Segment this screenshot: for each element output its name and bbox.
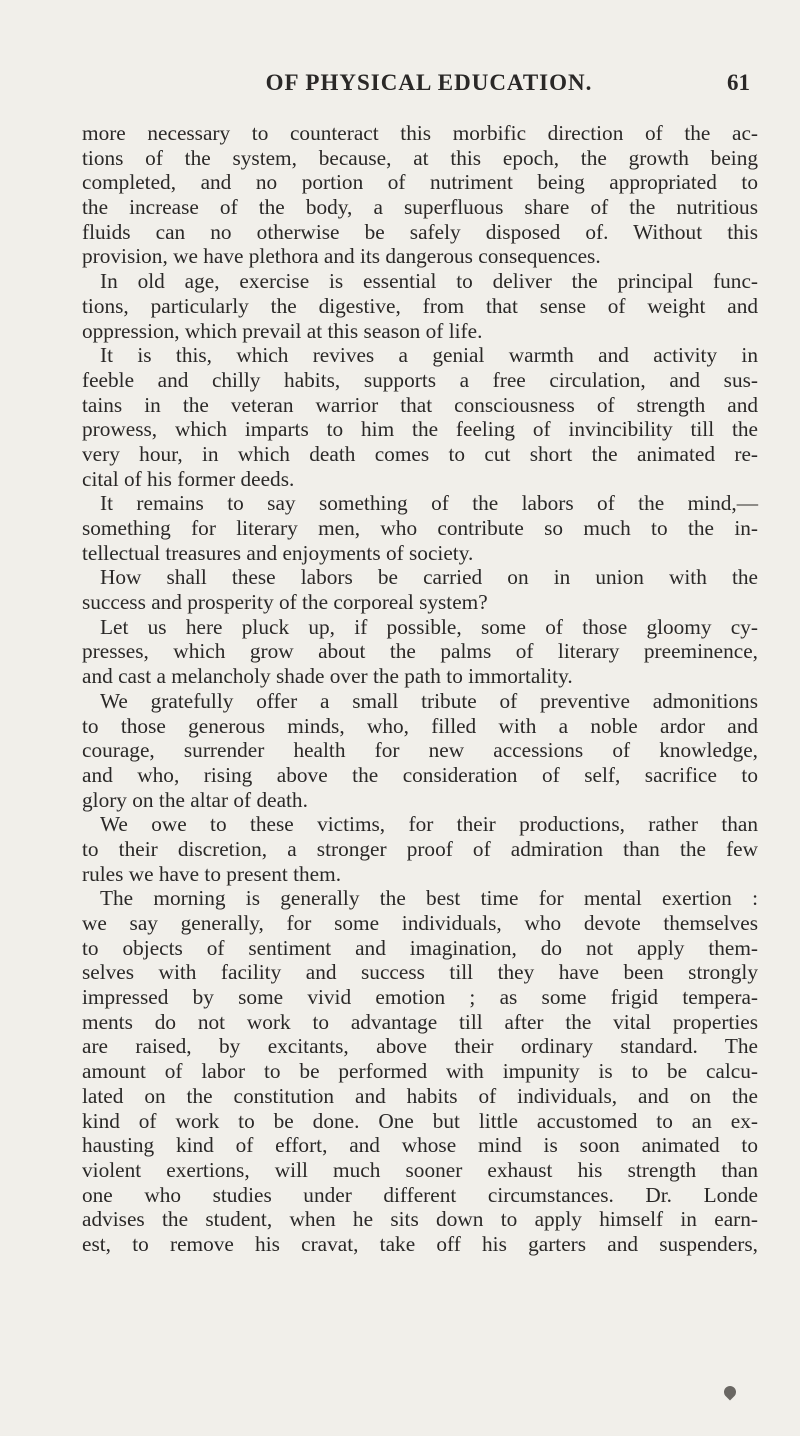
text-line: tions, particularly the digestive, from that sense of weight and — [82, 293, 758, 318]
text-line: feeble and chilly habits, supports a free circulation, and sus- — [82, 367, 758, 392]
text-line: We owe to these victims, for their productions, rather than — [100, 812, 758, 837]
text-line: rules we have to present them. — [82, 861, 342, 886]
text-line: lated on the constitution and habits of individuals, and on the — [82, 1083, 758, 1108]
text-line: hausting kind of effort, and whose mind is soon animated to — [82, 1133, 758, 1158]
text-line: completed, and no portion of nutriment being appropriated to — [82, 170, 758, 195]
text-line: kind of work to be done. One but little accustomed to an ex- — [82, 1108, 758, 1133]
text-line: est, to remove his cravat, take off his garters and suspenders, — [82, 1231, 758, 1256]
text-line: advises the student, when he sits down to apply himself in earn- — [82, 1207, 758, 1232]
text-line: tions of the system, because, at this epoch, the growth being — [82, 145, 758, 170]
text-line: and who, rising above the consideration of self, sacrifice to — [82, 762, 758, 787]
text-line: selves with facility and success till they have been strongly — [82, 960, 758, 985]
text-line: one who studies under different circumstances. Dr. Londe — [82, 1182, 758, 1207]
text-line: glory on the altar of death. — [82, 787, 308, 812]
text-line: amount of labor to be performed with impunity is to be calcu- — [82, 1059, 758, 1084]
text-line: courage, surrender health for new accessions of knowledge, — [82, 738, 758, 763]
text-line: violent exertions, will much sooner exhaust his strength than — [82, 1157, 758, 1182]
text-line: oppression, which prevail at this season of life. — [82, 318, 483, 343]
text-line: impressed by some vivid emotion ; as some frigid tempera- — [82, 985, 758, 1010]
text-line: the increase of the body, a superfluous share of the nutritious — [82, 195, 758, 220]
text-line: to those generous minds, who, filled with a noble ardor and — [82, 713, 758, 738]
ink-mark-icon — [722, 1384, 739, 1401]
text-line: tains in the veteran warrior that consciousness of strength and — [82, 392, 758, 417]
text-line: very hour, in which death comes to cut short the animated re- — [82, 441, 758, 466]
text-line: are raised, by excitants, above their ordinary standard. The — [82, 1034, 758, 1059]
text-line: How shall these labors be carried on in union with the — [100, 565, 758, 590]
text-line: Let us here pluck up, if possible, some of those gloomy cy- — [100, 614, 758, 639]
page-number: 61 — [727, 70, 750, 95]
text-line: we say generally, for some individuals, who devote themselves — [82, 911, 758, 935]
text-line: fluids can no otherwise be safely disposed of. Without this — [82, 219, 758, 244]
text-line: presses, which grow about the palms of literary preeminence, — [82, 639, 758, 664]
text-line: prowess, which imparts to him the feeling of invincibility till the — [82, 417, 758, 442]
text-line: and cast a melancholy shade over the path to immortality. — [82, 664, 573, 689]
text-line: something for literary men, who contribute so much to the in- — [82, 516, 758, 540]
text-line: more necessary to counteract this morbific direction of the ac- — [82, 121, 758, 145]
text-line: In old age, exercise is essential to deliver the principal func- — [100, 269, 758, 294]
text-line: provision, we have plethora and its dangerous consequences. — [82, 244, 601, 269]
text-line: to objects of sentiment and imagination, do not apply them- — [82, 935, 758, 960]
running-head: OF PHYSICAL EDUCATION. — [265, 70, 593, 95]
page-header — [108, 64, 750, 104]
text-line: It remains to say something of the labors of the mind,— — [100, 491, 758, 516]
text-line: cital of his former deeds. — [82, 466, 295, 491]
text-line: The morning is generally the best time for mental exertion : — [100, 886, 758, 911]
text-line: to their discretion, a stronger proof of admiration than the few — [82, 836, 758, 861]
text-line: ments do not work to advantage till after the vital properties — [82, 1009, 758, 1034]
text-line: success and prosperity of the corporeal system? — [82, 590, 488, 615]
text-line: tellectual treasures and enjoyments of society. — [82, 540, 474, 565]
text-line: We gratefully offer a small tribute of preventive admonitions — [100, 688, 758, 713]
body-text — [82, 121, 758, 1257]
text-line: It is this, which revives a genial warmth and activity in — [100, 343, 758, 368]
